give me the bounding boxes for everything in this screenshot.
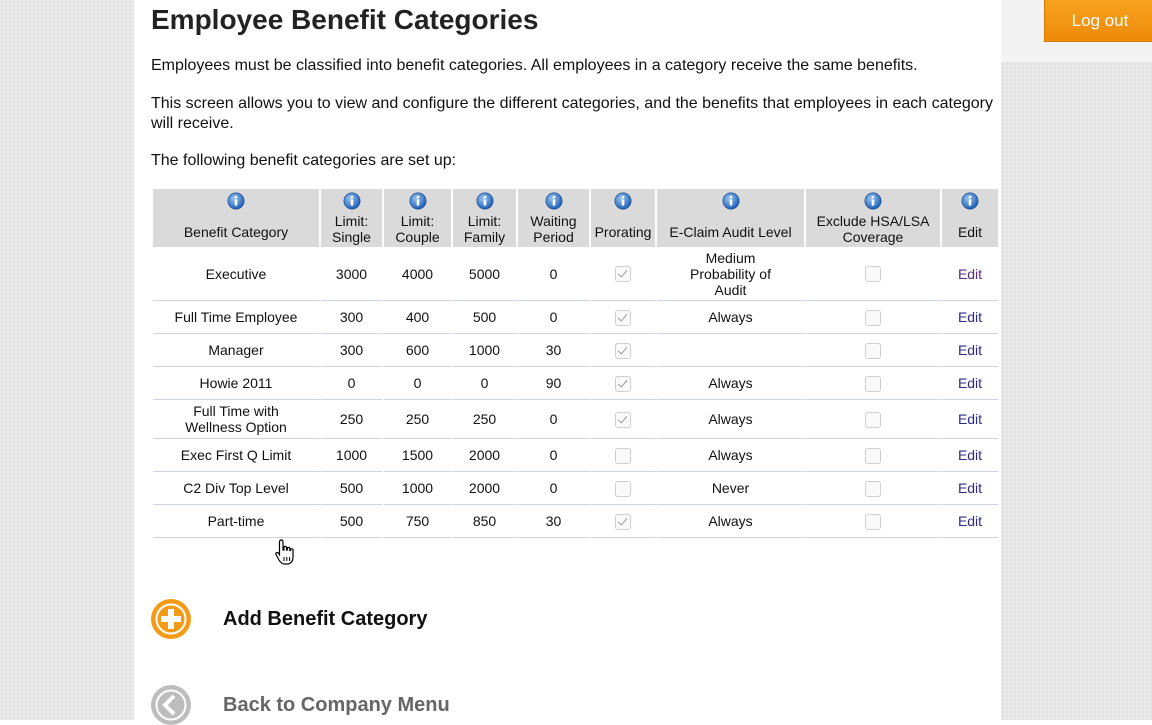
- edit-link[interactable]: Edit: [957, 480, 983, 496]
- column-label-line1: Limit:: [334, 213, 369, 229]
- cell-limit-family: 0: [453, 367, 518, 400]
- page-background-right: [1001, 62, 1152, 720]
- cell-limit-single: 0: [321, 367, 384, 400]
- cell-exclude-hsa: [806, 334, 942, 367]
- cell-category-name: C2 Div Top Level: [153, 472, 321, 505]
- cell-exclude-hsa: [806, 505, 942, 538]
- cell-limit-couple: 1500: [384, 439, 453, 472]
- cell-exclude-hsa: [806, 367, 942, 400]
- cell-audit-level: Always: [657, 400, 806, 439]
- exclude-hsa-checkbox[interactable]: [865, 481, 881, 497]
- info-icon[interactable]: [476, 192, 494, 210]
- exclude-hsa-checkbox[interactable]: [865, 343, 881, 359]
- cell-limit-single: 300: [321, 334, 384, 367]
- cell-category-name: Executive: [153, 247, 321, 301]
- cell-waiting-period: 30: [518, 505, 591, 538]
- info-icon[interactable]: [227, 192, 245, 210]
- cell-edit: [942, 439, 998, 472]
- info-icon[interactable]: [343, 192, 361, 210]
- edit-link[interactable]: Edit: [957, 411, 983, 427]
- info-icon[interactable]: [864, 192, 882, 210]
- column-label-line1: Exclude HSA/LSA: [816, 213, 930, 229]
- prorating-checkbox[interactable]: [615, 412, 631, 428]
- column-header-waiting-period: [518, 189, 591, 247]
- table-row: [153, 334, 998, 367]
- cell-waiting-period: 0: [518, 439, 591, 472]
- cell-limit-couple: 750: [384, 505, 453, 538]
- cell-limit-couple: 4000: [384, 247, 453, 301]
- intro-paragraph-1: Employees must be classified into benefit categories. All employees in a category receive the same benefits.: [151, 57, 918, 74]
- cell-limit-single: 500: [321, 472, 384, 505]
- cell-limit-family: 500: [453, 301, 518, 334]
- cell-audit-level: Always: [657, 439, 806, 472]
- info-icon[interactable]: [545, 192, 563, 210]
- cell-exclude-hsa: [806, 400, 942, 439]
- column-label-line2: Coverage: [842, 229, 904, 245]
- cell-prorating: [591, 505, 657, 538]
- benefit-categories-table: [153, 189, 998, 538]
- column-label-line1: Waiting: [530, 213, 577, 229]
- back-to-company-menu-label: Back to Company Menu: [223, 693, 450, 716]
- table-row: [153, 247, 998, 301]
- back-to-company-menu-button[interactable]: [151, 685, 450, 725]
- cell-waiting-period: 90: [518, 367, 591, 400]
- cell-limit-couple: 0: [384, 367, 453, 400]
- cell-limit-couple: 400: [384, 301, 453, 334]
- table-row: [153, 472, 998, 505]
- column-label: Prorating: [594, 224, 652, 240]
- cell-limit-single: 500: [321, 505, 384, 538]
- exclude-hsa-checkbox[interactable]: [865, 412, 881, 428]
- prorating-checkbox[interactable]: [615, 448, 631, 464]
- column-label: E-Claim Audit Level: [669, 224, 792, 240]
- cell-waiting-period: 30: [518, 334, 591, 367]
- cell-category-name: Part-time: [153, 505, 321, 538]
- cell-limit-couple: 1000: [384, 472, 453, 505]
- column-label: Benefit Category: [183, 224, 289, 240]
- cell-category-name: Exec First Q Limit: [153, 439, 321, 472]
- exclude-hsa-checkbox[interactable]: [865, 266, 881, 282]
- column-header-limit-single: [321, 189, 384, 247]
- exclude-hsa-checkbox[interactable]: [865, 514, 881, 530]
- table-row: [153, 439, 998, 472]
- table-row: [153, 400, 998, 439]
- cell-edit: [942, 400, 998, 439]
- column-header-benefit-category: [153, 189, 321, 247]
- column-label-line1: Limit:: [467, 213, 502, 229]
- prorating-checkbox[interactable]: [615, 514, 631, 530]
- cell-limit-couple: 600: [384, 334, 453, 367]
- column-header-eclaim-audit-level: [657, 189, 806, 247]
- cell-limit-family: 2000: [453, 439, 518, 472]
- category-name-text: Full Time with Wellness Option: [185, 403, 287, 435]
- cell-category-name: Full Time Employee: [153, 301, 321, 334]
- cell-audit-level: [657, 247, 806, 301]
- info-icon[interactable]: [409, 192, 427, 210]
- plus-circle-icon: [151, 599, 191, 639]
- cell-limit-family: 250: [453, 400, 518, 439]
- edit-link[interactable]: Edit: [957, 447, 983, 463]
- column-label-line2: Period: [533, 229, 574, 245]
- cell-limit-family: 5000: [453, 247, 518, 301]
- table-row: [153, 505, 998, 538]
- cell-edit: [942, 505, 998, 538]
- cell-category-name: Howie 2011: [153, 367, 321, 400]
- column-label-line1: Limit:: [400, 213, 435, 229]
- column-header-limit-family: [453, 189, 518, 247]
- cell-prorating: [591, 301, 657, 334]
- cell-edit: [942, 301, 998, 334]
- cell-limit-couple: 250: [384, 400, 453, 439]
- prorating-checkbox[interactable]: [615, 376, 631, 392]
- exclude-hsa-checkbox[interactable]: [865, 448, 881, 464]
- hand-pointer-icon: [274, 538, 296, 566]
- column-label-line2: Couple: [395, 229, 440, 245]
- cell-limit-single: 300: [321, 301, 384, 334]
- cell-audit-level: Always: [657, 367, 806, 400]
- prorating-checkbox[interactable]: [615, 343, 631, 359]
- info-icon[interactable]: [614, 192, 632, 210]
- cell-audit-level: Always: [657, 505, 806, 538]
- intro-paragraph-3: The following benefit categories are set up:: [151, 152, 457, 169]
- edit-link[interactable]: Edit: [957, 342, 983, 358]
- edit-link[interactable]: Edit: [957, 513, 983, 529]
- column-label-line2: Single: [332, 229, 371, 245]
- cell-audit-level: Never: [657, 472, 806, 505]
- edit-link[interactable]: Edit: [957, 265, 983, 282]
- cell-waiting-period: 0: [518, 400, 591, 439]
- cell-limit-single: 250: [321, 400, 384, 439]
- add-benefit-category-label: Add Benefit Category: [223, 607, 428, 630]
- page-title: Employee Benefit Categories: [151, 4, 539, 35]
- column-label: Edit: [957, 224, 983, 240]
- cell-waiting-period: 0: [518, 247, 591, 301]
- cell-prorating: [591, 247, 657, 301]
- cell-prorating: [591, 367, 657, 400]
- column-header-prorating: [591, 189, 657, 247]
- logout-button[interactable]: Log out: [1044, 0, 1152, 42]
- cell-limit-single: 1000: [321, 439, 384, 472]
- cell-edit: [942, 334, 998, 367]
- exclude-hsa-checkbox[interactable]: [865, 310, 881, 326]
- cell-prorating: [591, 439, 657, 472]
- cell-prorating: [591, 472, 657, 505]
- cell-limit-single: 3000: [321, 247, 384, 301]
- column-header-exclude-hsa-lsa: [806, 189, 942, 247]
- edit-link[interactable]: Edit: [957, 309, 983, 325]
- info-icon[interactable]: [961, 192, 979, 210]
- table-row: [153, 367, 998, 400]
- table-header-row: [153, 189, 998, 247]
- page-background-left: [0, 0, 134, 720]
- cell-limit-family: 2000: [453, 472, 518, 505]
- audit-level-text: Medium Probability of Audit: [690, 249, 771, 298]
- cell-edit: [942, 247, 998, 301]
- cell-exclude-hsa: [806, 439, 942, 472]
- cell-edit: [942, 367, 998, 400]
- cell-limit-family: 1000: [453, 334, 518, 367]
- cell-exclude-hsa: [806, 301, 942, 334]
- cell-exclude-hsa: [806, 472, 942, 505]
- table-row: [153, 301, 998, 334]
- cell-audit-level: [657, 334, 806, 367]
- cell-exclude-hsa: [806, 247, 942, 301]
- cell-edit: [942, 472, 998, 505]
- cell-waiting-period: 0: [518, 301, 591, 334]
- exclude-hsa-checkbox[interactable]: [865, 376, 881, 392]
- cell-category-name: [153, 400, 321, 439]
- column-label-line2: Family: [463, 229, 506, 245]
- cell-prorating: [591, 334, 657, 367]
- prorating-checkbox[interactable]: [615, 266, 631, 282]
- chevron-left-icon: [151, 685, 191, 725]
- intro-paragraph-2: This screen allows you to view and configure the different categories, and the benefits that employees in each category will receive.: [151, 95, 993, 132]
- cell-limit-family: 850: [453, 505, 518, 538]
- cell-waiting-period: 0: [518, 472, 591, 505]
- cell-prorating: [591, 400, 657, 439]
- edit-link[interactable]: Edit: [957, 375, 983, 391]
- info-icon[interactable]: [722, 192, 740, 210]
- prorating-checkbox[interactable]: [615, 310, 631, 326]
- add-benefit-category-button[interactable]: [151, 599, 427, 639]
- prorating-checkbox[interactable]: [615, 481, 631, 497]
- cell-category-name: Manager: [153, 334, 321, 367]
- column-header-limit-couple: [384, 189, 453, 247]
- cell-audit-level: Always: [657, 301, 806, 334]
- column-header-edit: [942, 189, 998, 247]
